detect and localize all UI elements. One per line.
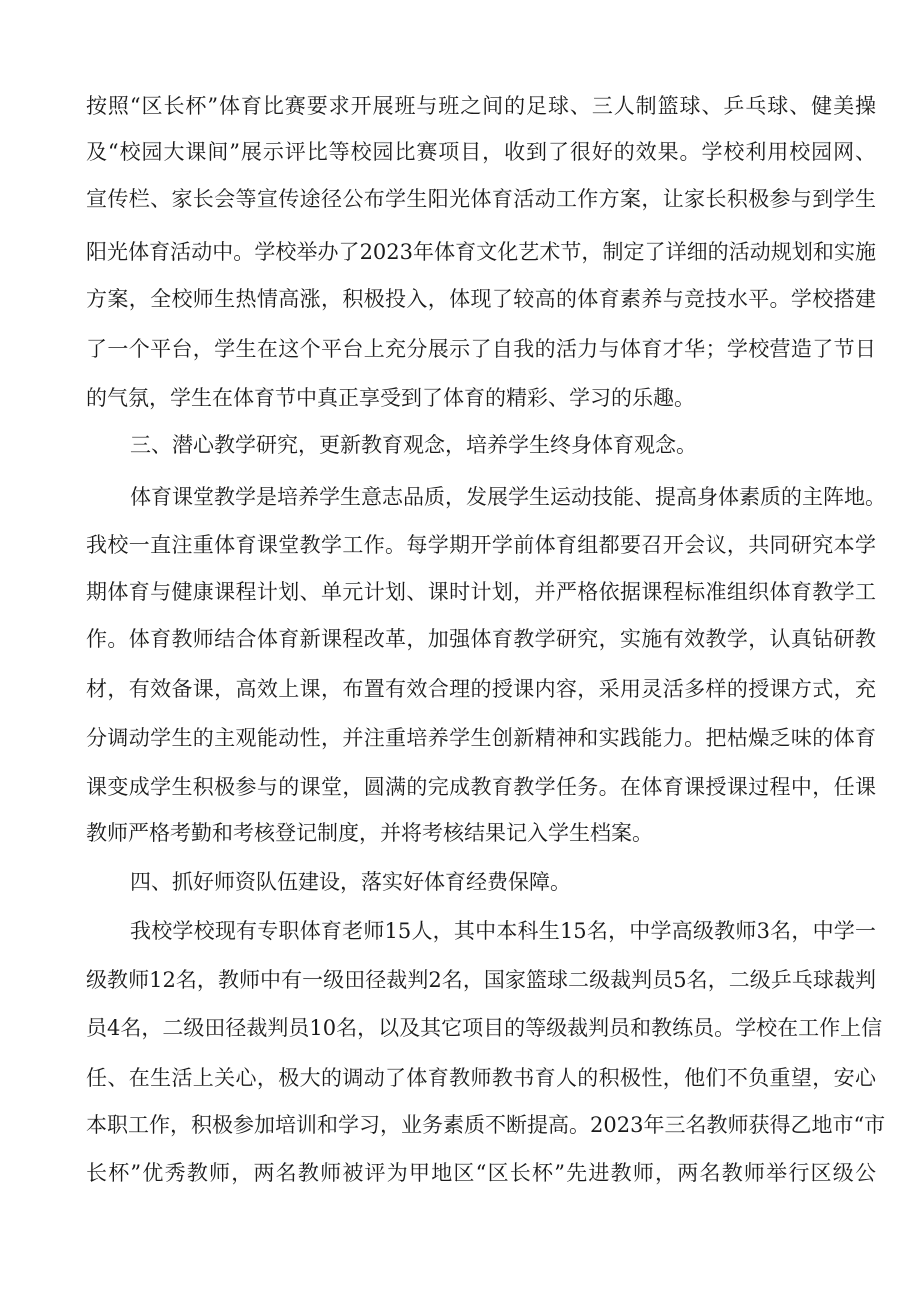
text-line: 任、在生活上关心，极大的调动了体育教师教书育人的积极性，他们不负重望，安心 [86, 1066, 876, 1090]
text-line: 的气氛，学生在体育节中真正享受到了体育的精彩、学习的乐趣。 [86, 386, 695, 410]
text-line: 本职工作，积极参加培训和学习，业务素质不断提高。2023年三名教师获得乙地市“市 [86, 1113, 886, 1137]
text-line: 长杯”优秀教师，两名教师被评为甲地区“区长杯”先进教师，两名教师举行区级公 [86, 1161, 876, 1185]
paragraph-first-line: 体育课堂教学是培养学生意志品质，发展学生运动技能、提高身体素质的主阵地。 [130, 485, 886, 509]
text-line: 我校一直注重体育课堂教学工作。每学期开学前体育组都要召开会议，共同研究本学 [86, 533, 876, 557]
section-heading: 三、潜心教学研究，更新教育观念，培养学生终身体育观念。 [130, 433, 697, 457]
text-line: 宣传栏、家长会等宣传途径公布学生阳光体育活动工作方案，让家长积极参与到学生 [86, 187, 876, 211]
text-line: 方案，全校师生热情高涨，积极投入，体现了较高的体育素养与竞技水平。学校搭建 [86, 287, 876, 311]
section-heading: 四、抓好师资队伍建设，落实好体育经费保障。 [130, 870, 571, 894]
text-line: 教师严格考勤和考核登记制度，并将考核结果记入学生档案。 [86, 821, 653, 845]
text-line: 了一个平台，学生在这个平台上充分展示了自我的活力与体育才华；学校营造了节日 [86, 337, 876, 361]
text-line: 分调动学生的主观能动性，并注重培养学生创新精神和实践能力。把枯燥乏味的体育 [86, 726, 876, 750]
text-line: 级教师12名，教师中有一级田径裁判2名，国家篮球二级裁判员5名，二级乒乓球裁判 [86, 968, 876, 992]
text-line: 员4名，二级田径裁判员10名，以及其它项目的等级裁判员和教练员。学校在工作上信 [86, 1016, 883, 1040]
text-line: 材，有效备课，高效上课，布置有效合理的授课内容，采用灵活多样的授课方式，充 [86, 677, 876, 701]
text-line: 及“校园大课间”展示评比等校园比赛项目，收到了很好的效果。学校利用校园网、 [86, 140, 876, 164]
text-line: 课变成学生积极参与的课堂，圆满的完成教育教学任务。在体育课授课过程中，任课 [86, 775, 876, 799]
text-line: 按照“区长杯”体育比赛要求开展班与班之间的足球、三人制篮球、乒乓球、健美操 [86, 94, 876, 118]
text-line: 阳光体育活动中。学校举办了2023年体育文化艺术节，制定了详细的活动规划和实施 [86, 240, 876, 264]
paragraph-first-line: 我校学校现有专职体育老师15人，其中本科生15名，中学高级教师3名，中学一 [130, 919, 876, 943]
text-line: 作。体育教师结合体育新课程改革，加强体育教学研究，实施有效教学，认真钻研教 [86, 627, 876, 651]
text-line: 期体育与健康课程计划、单元计划、课时计划，并严格依据课程标准组织体育教学工 [86, 580, 876, 604]
